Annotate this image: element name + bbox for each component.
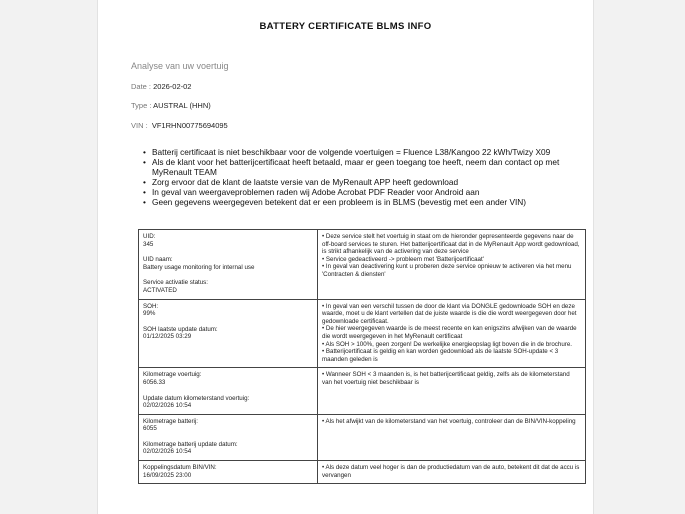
- note-line: • De hier weergegeven waarde is de meest recente en kan enigszins afwijken van de waarde die wordt weergegeven in het MyRenault certificaat: [322, 325, 577, 340]
- table-row: [139, 461, 586, 484]
- field-battery-mileage: [143, 418, 313, 433]
- note-line: • Batterijcertificaat is geldig en kan worden gedownload als de laatste SOH-update < 3 maanden geleden is: [322, 348, 559, 363]
- list-item: • Batterij certificaat is niet beschikbaar voor de volgende voertuigen = Fluence L38/Kangoo 22 kWh/Twizy X09: [143, 147, 583, 157]
- field-service-status: [143, 279, 313, 294]
- note-line: • Service gedeactiveerd -> probleem met 'Batterijcertificaat': [322, 255, 484, 263]
- field-value: 99%: [143, 310, 156, 318]
- field-value: 6055: [143, 425, 157, 433]
- note-line: • In geval van deactivering kunt u proberen deze service opnieuw te activeren via het menu 'Contracten & diensten': [322, 263, 572, 278]
- field-value: ACTIVATED: [143, 286, 177, 294]
- vin-row: [131, 121, 228, 130]
- field-label: Kilometrage batterij update datum:: [143, 440, 238, 448]
- note-line: • Als het afwijkt van de kilometerstand van het voertuig, controleer dan de BIN/VIN-koppeling: [322, 417, 576, 425]
- date-value: 2026-02-02: [153, 82, 192, 91]
- certificate-page: [97, 0, 594, 514]
- table-cell-right: [318, 461, 586, 484]
- vin-value: VF1RHN00775694095: [151, 121, 228, 130]
- note-line: • Als SOH > 100%, geen zorgen! De werkelijke energieopslag ligt boven die in de brochure.: [322, 340, 572, 348]
- type-value: AUSTRAL (HHN): [153, 101, 211, 110]
- blms-info-table: [138, 229, 586, 484]
- table-cell-right: [318, 230, 586, 300]
- type-row: [131, 101, 211, 110]
- table-cell-right: [318, 368, 586, 414]
- list-item: • In geval van weergaveproblemen raden wij Adobe Acrobat PDF Reader voor Android aan: [143, 187, 583, 197]
- field-soh-update: [143, 326, 313, 341]
- field-value: 345: [143, 240, 154, 248]
- date-row: [131, 82, 191, 91]
- date-label: Date :: [131, 82, 152, 91]
- note-line: • Als deze datum veel hoger is dan de productiedatum van de auto, betekent dit dat de accu is vervangen: [322, 464, 580, 479]
- page-title: BATTERY CERTIFICATE BLMS INFO: [259, 21, 432, 32]
- field-label: UID:: [143, 233, 156, 240]
- table-row: [139, 368, 586, 414]
- table-cell-left: [139, 368, 318, 414]
- note-line: • In geval van een verschil tussen de door de klant via DONGLE gedownloade SOH en deze waarde, moet u de klant vertellen dat de juiste waarde is die die wordt weergegeven door het gedownloade certificaat.: [322, 302, 577, 325]
- list-item: • Geen gegevens weergegeven betekent dat er een probleem is in BLMS (bevestig met een ander VIN): [143, 197, 583, 207]
- field-vehicle-mileage: [143, 371, 313, 386]
- field-uid-name: [143, 256, 313, 271]
- type-label: Type :: [131, 101, 152, 110]
- table-cell-left: [139, 299, 318, 368]
- field-label: Update datum kilometerstand voertuig:: [143, 394, 250, 402]
- notes-list: [143, 147, 583, 207]
- list-item: • Zorg ervoor dat de klant de laatste versie van de MyRenault APP heeft gedownload: [143, 177, 583, 187]
- field-value: 16/09/2025 23:00: [143, 471, 192, 479]
- field-label: Kilometrage batterij:: [143, 417, 199, 425]
- field-label: Koppelingsdatum BIN/VIN:: [143, 464, 217, 472]
- field-battery-mileage-update: [143, 441, 313, 456]
- table-cell-right: [318, 414, 586, 460]
- field-bin-vin-date: [143, 464, 313, 479]
- field-label: SOH laatste update datum:: [143, 325, 218, 333]
- field-value: 02/02/2026 10:54: [143, 448, 192, 456]
- field-value: 6056.33: [143, 378, 166, 386]
- list-item: • Als de klant voor het batterijcertificaat heeft betaald, maar er geen toegang toe heeft, neem dan contact op met MyRenault TEAM: [143, 157, 583, 177]
- field-value: 01/12/2025 03:29: [143, 333, 192, 341]
- note-line: • Deze service stelt het voertuig in staat om de hieronder gepresenteerde gegevens naar de off-board services te sturen. Het batterijcertificaat dat in de MyRenault App wordt gedownload, is strikt afhankelijk van de activering van deze service: [322, 233, 580, 256]
- field-vehicle-mileage-update: [143, 395, 313, 410]
- table-row: [139, 230, 586, 300]
- table-cell-right: [318, 299, 586, 368]
- section-subtitle: Analyse van uw voertuig: [131, 61, 229, 71]
- vin-label: VIN :: [131, 121, 148, 130]
- note-line: • Wanneer SOH < 3 maanden is, is het batterijcertificaat geldig, zelfs als de kilometerstand van het voertuig niet beschikbaar is: [322, 371, 570, 386]
- table-cell-left: [139, 461, 318, 484]
- field-value: 02/02/2026 10:54: [143, 402, 192, 410]
- table-row: [139, 414, 586, 460]
- field-soh: [143, 303, 313, 318]
- field-label: Service activatie status:: [143, 279, 208, 287]
- field-value: Battery usage monitoring for internal use: [143, 263, 255, 271]
- field-label: Kilometrage voertuig:: [143, 371, 202, 379]
- field-label: UID naam:: [143, 256, 173, 264]
- field-uid: [143, 233, 313, 248]
- field-label: SOH:: [143, 302, 159, 310]
- table-row: [139, 299, 586, 368]
- table-cell-left: [139, 230, 318, 300]
- table-cell-left: [139, 414, 318, 460]
